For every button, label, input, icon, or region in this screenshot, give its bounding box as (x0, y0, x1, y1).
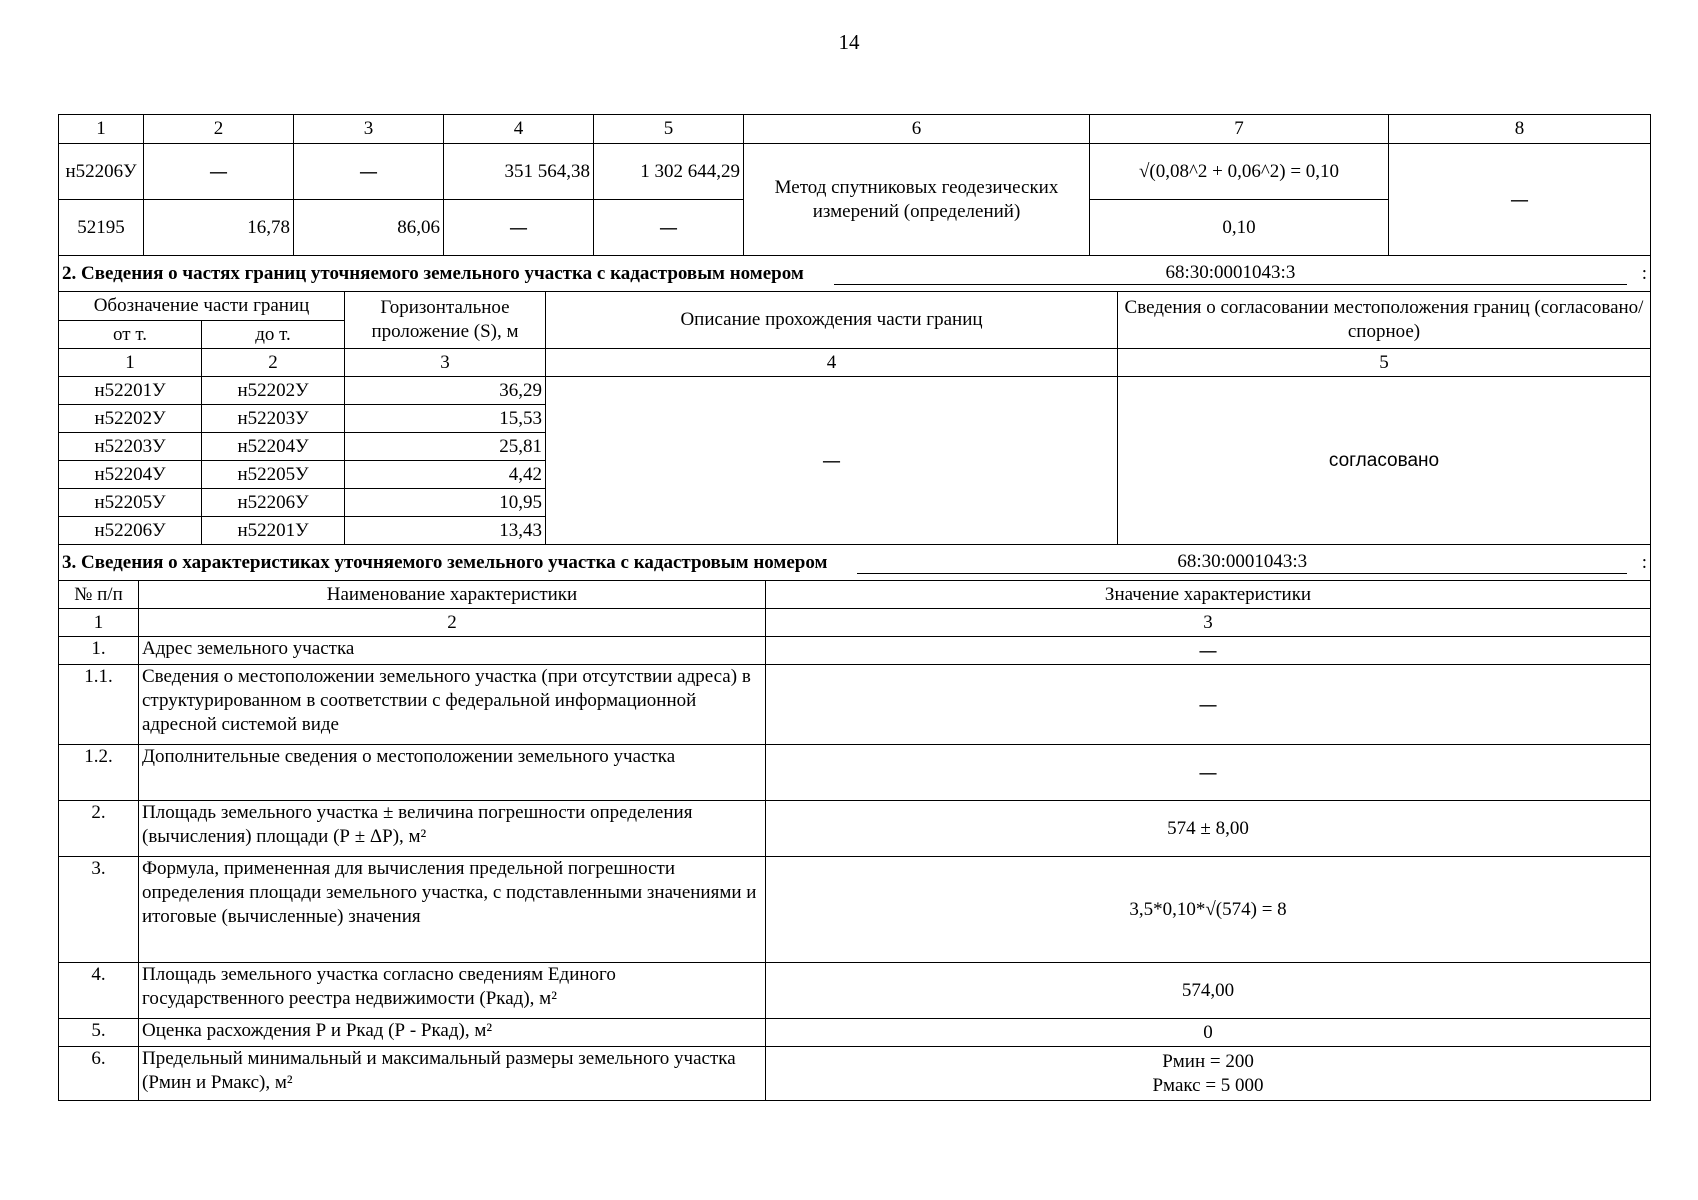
col-number: 5 (1118, 349, 1651, 377)
item-value: 574,00 (766, 963, 1651, 1019)
item-number: 3. (59, 857, 139, 963)
coord-y: 1 302 644,29 (594, 144, 744, 200)
col-header-4: 4 (444, 115, 594, 144)
col-header-2: 2 (144, 115, 294, 144)
table-row (59, 377, 1651, 405)
header-from-point: от т. (59, 321, 202, 349)
from-point: н52204У (59, 461, 202, 489)
col-number: 1 (59, 349, 202, 377)
length-value: 10,95 (345, 489, 546, 517)
section2-cadastral-number: 68:30:0001043:3 (834, 262, 1627, 285)
section2-number-row (59, 349, 1651, 377)
item-name: Площадь земельного участка согласно сведениям Единого государственного реестра недвижимости (Ркад), м² (139, 963, 766, 1019)
section3-table (58, 545, 1651, 1101)
length-value: 25,81 (345, 433, 546, 461)
error-value: 0,10 (1090, 200, 1389, 256)
page-number: 14 (838, 30, 860, 54)
item-name: Предельный минимальный и максимальный размеры земельного участка (Рмин и Рмакс), м² (139, 1047, 766, 1101)
header-characteristic-value: Значение характеристики (766, 581, 1651, 609)
item-value: — (766, 745, 1651, 801)
col-number: 4 (546, 349, 1118, 377)
section2-colon: : (1641, 262, 1647, 284)
cell-value: 86,06 (294, 200, 444, 256)
item-name: Формула, примененная для вычисления предельной погрешности определения площади земельного участка, с подставленными значениями и итоговые (вычисленные) значения (139, 857, 766, 963)
table-row (59, 144, 1651, 200)
description-value: — (546, 377, 1118, 545)
table-row (59, 637, 1651, 665)
length-value: 36,29 (345, 377, 546, 405)
min-area-value: Рмин = 200 (1162, 1050, 1254, 1072)
section3-cadastral-number: 68:30:0001043:3 (857, 551, 1627, 574)
col-header-3: 3 (294, 115, 444, 144)
header-to-point: до т. (202, 321, 345, 349)
cell-value: — (144, 144, 294, 200)
col-header-1: 1 (59, 115, 144, 144)
item-name: Сведения о местоположении земельного участка (при отсутствии адреса) в структурированном в соответствии с федеральной информационной адресной системой виде (139, 665, 766, 745)
length-value: 4,42 (345, 461, 546, 489)
from-point: н52201У (59, 377, 202, 405)
section3-colon: : (1641, 551, 1648, 573)
item-number: 1. (59, 637, 139, 665)
from-point: н52205У (59, 489, 202, 517)
point-name: 52195 (59, 200, 144, 256)
header-part-designation: Обозначение части границ (59, 292, 345, 321)
item-value: 3,5*0,10*√(574) = 8 (766, 857, 1651, 963)
point-name: н52206У (59, 144, 144, 200)
document-body (58, 114, 1650, 1101)
coordinates-header-row (59, 115, 1651, 144)
item-value: — (766, 637, 1651, 665)
item-name: Дополнительные сведения о местоположении земельного участка (139, 745, 766, 801)
col-number: 3 (766, 609, 1651, 637)
to-point: н52206У (202, 489, 345, 517)
table-row (59, 801, 1651, 857)
table-row (59, 665, 1651, 745)
section2-table (58, 256, 1651, 545)
coordinates-table (58, 114, 1651, 256)
error-formula: √(0,08^2 + 0,06^2) = 0,10 (1090, 144, 1389, 200)
to-point: н52204У (202, 433, 345, 461)
header-number: № п/п (59, 581, 139, 609)
header-horizontal-length: Горизонтальное проложение (S), м (345, 292, 546, 349)
section3-title-row (59, 545, 1651, 581)
item-value (766, 1047, 1651, 1101)
item-number: 1.1. (59, 665, 139, 745)
item-value: 574 ± 8,00 (766, 801, 1651, 857)
table-row (59, 1047, 1651, 1101)
col-header-6: 6 (744, 115, 1090, 144)
section2-title-row (59, 256, 1651, 292)
cell-value: 16,78 (144, 200, 294, 256)
col-number: 2 (202, 349, 345, 377)
item-name: Адрес земельного участка (139, 637, 766, 665)
coord-y: — (594, 200, 744, 256)
length-value: 15,53 (345, 405, 546, 433)
section2-header-row (59, 292, 1651, 321)
item-number: 1.2. (59, 745, 139, 801)
table-row (59, 963, 1651, 1019)
header-characteristic-name: Наименование характеристики (139, 581, 766, 609)
col-header-5: 5 (594, 115, 744, 144)
section3-title: 3. Сведения о характеристиках уточняемого земельного участка с кадастровым номером (62, 551, 828, 573)
cell-value: — (294, 144, 444, 200)
to-point: н52202У (202, 377, 345, 405)
item-name: Оценка расхождения Р и Ркад (Р - Ркад), м² (139, 1019, 766, 1047)
section2-title: 2. Сведения о частях границ уточняемого земельного участка с кадастровым номером (62, 262, 804, 284)
table-row (59, 1019, 1651, 1047)
item-value: — (766, 665, 1651, 745)
item-number: 6. (59, 1047, 139, 1101)
coord-x: 351 564,38 (444, 144, 594, 200)
max-area-value: Рмакс = 5 000 (1152, 1074, 1264, 1096)
col-number: 3 (345, 349, 546, 377)
table-row (59, 857, 1651, 963)
col-header-8: 8 (1389, 115, 1651, 144)
to-point: н52205У (202, 461, 345, 489)
item-number: 4. (59, 963, 139, 1019)
col-number: 1 (59, 609, 139, 637)
table-row (59, 745, 1651, 801)
to-point: н52201У (202, 517, 345, 545)
col-number: 2 (139, 609, 766, 637)
item-value: 0 (766, 1019, 1651, 1047)
from-point: н52206У (59, 517, 202, 545)
coord-x: — (444, 200, 594, 256)
method-cell: Метод спутниковых геодезических измерений (определений) (744, 144, 1090, 256)
length-value: 13,43 (345, 517, 546, 545)
col-header-7: 7 (1090, 115, 1389, 144)
from-point: н52203У (59, 433, 202, 461)
item-number: 5. (59, 1019, 139, 1047)
header-agreement: Сведения о согласовании местоположения границ (согласовано/спорное) (1118, 292, 1651, 349)
col8-value: — (1389, 144, 1651, 256)
section3-number-row (59, 609, 1651, 637)
to-point: н52203У (202, 405, 345, 433)
item-name: Площадь земельного участка ± величина погрешности определения (вычисления) площади (Р ± ΔР), м² (139, 801, 766, 857)
item-number: 2. (59, 801, 139, 857)
section3-header-row (59, 581, 1651, 609)
agreement-value: согласовано (1118, 377, 1651, 545)
from-point: н52202У (59, 405, 202, 433)
header-description: Описание прохождения части границ (546, 292, 1118, 349)
